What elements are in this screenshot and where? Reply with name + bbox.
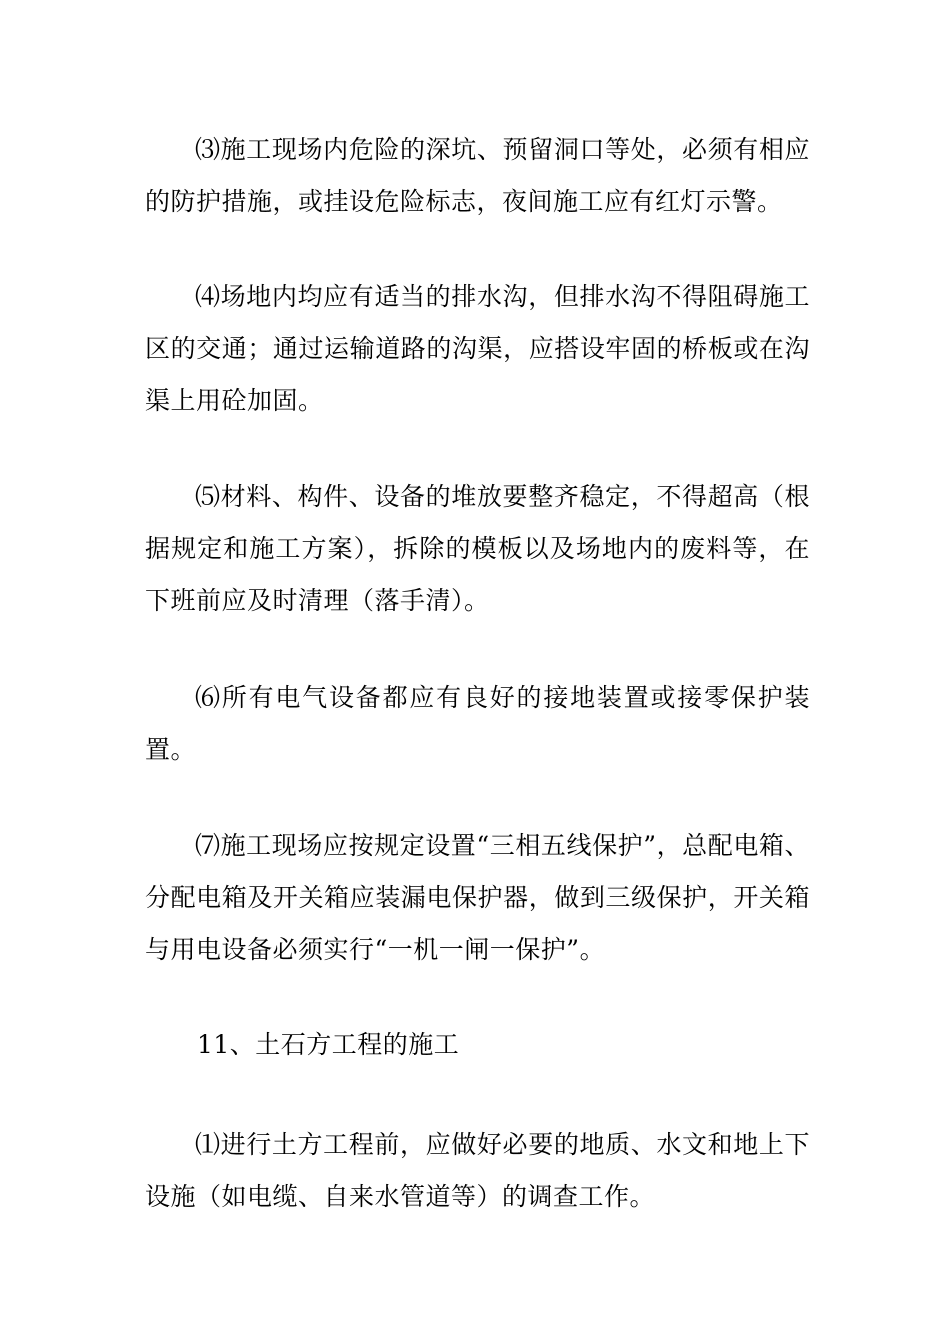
section-heading: 11、土石方工程的施工 [197,1030,460,1059]
paragraph-item-4: ⑷场地内均应有适当的排水沟，但排水沟不得阻碍施工区的交通；通过运输道路的沟渠，应搭设牢固的桥板或在沟渠上用砼加固。 [145,282,810,415]
paragraph-item-5: ⑸材料、构件、设备的堆放要整齐稳定，不得超高（根据规定和施工方案），拆除的模板以及场地内的废料等，在下班前应及时清理（落手清）。 [145,482,810,615]
section-paragraph-item-1: ⑴进行土方工程前，应做好必要的地质、水文和地上下设施（如电缆、自来水管道等）的调查工作。 [145,1130,810,1211]
paragraph-item-3: ⑶施工现场内危险的深坑、预留洞口等处，必须有相应的防护措施，或挂设危险标志，夜间施工应有红灯示警。 [145,135,810,216]
paragraph-item-6: ⑹所有电气设备都应有良好的接地装置或接零保护装置。 [145,683,810,764]
paragraph-item-7: ⑺施工现场应按规定设置“三相五线保护”，总配电箱、分配电箱及开关箱应装漏电保护器，做到三级保护，开关箱与用电设备必须实行“一机一闸一保护”。 [145,831,810,964]
